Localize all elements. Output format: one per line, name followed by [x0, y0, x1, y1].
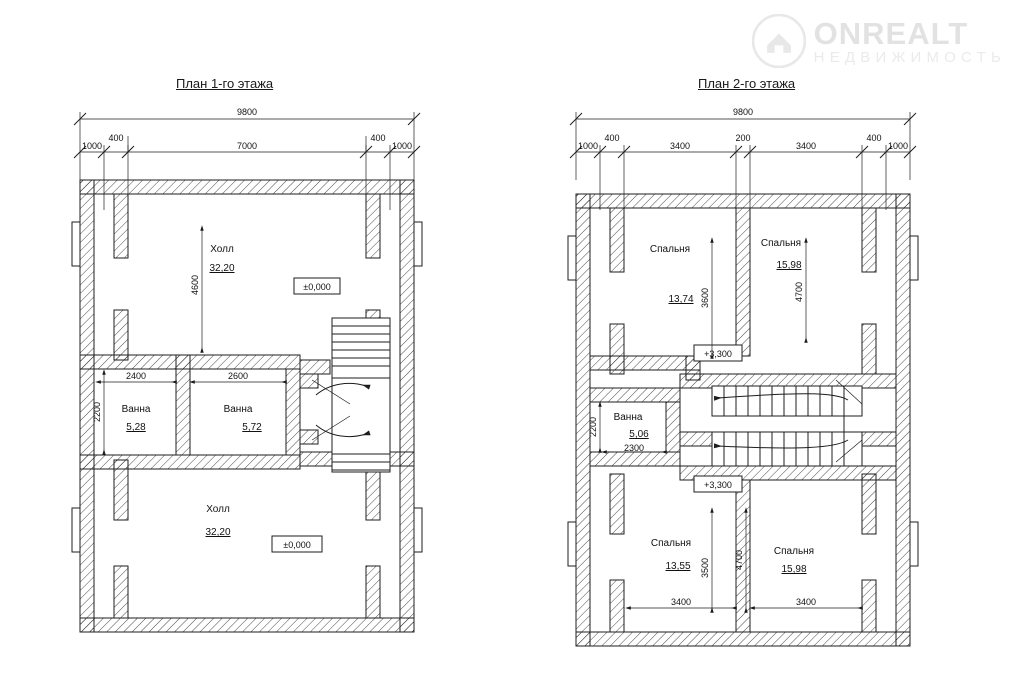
room-area-bath-1: 5,28 [126, 422, 146, 433]
plan-2-group [568, 107, 918, 646]
level-mark-3: +3,300 [704, 349, 732, 359]
dim-2600: 2600 [227, 371, 249, 381]
room-area-bedroom-1: 13,74 [668, 294, 694, 305]
room-label-bath-3: Ванна [613, 412, 643, 423]
dim-2200: 2200 [92, 401, 102, 423]
dim-4700-top: 4700 [794, 281, 804, 303]
watermark-title: ONREALT [813, 15, 969, 51]
room-area-bedroom-4: 15,98 [781, 564, 807, 575]
room-area-bedroom-2: 15,98 [776, 260, 802, 271]
room-label-bedroom-1: Спальня [649, 244, 691, 255]
svg-text:9800: 9800 [732, 107, 754, 117]
room-area-hall-1: 32,20 [209, 263, 235, 274]
plan-1-group [72, 107, 422, 632]
svg-text:400: 400 [866, 133, 882, 143]
room-label-bedroom-2: Спальня [760, 238, 802, 249]
dim-3600: 3600 [700, 287, 710, 309]
svg-text:1000: 1000 [577, 141, 599, 151]
room-label-bedroom-3: Спальня [650, 538, 692, 549]
level-mark-2: ±0,000 [283, 540, 311, 550]
svg-text:400: 400 [604, 133, 620, 143]
svg-text:1000: 1000 [887, 141, 909, 151]
svg-text:200: 200 [735, 133, 751, 143]
dim-4700-bottom: 4700 [734, 549, 744, 571]
svg-text:400: 400 [108, 133, 124, 143]
svg-text:3400: 3400 [669, 141, 691, 151]
room-label-bedroom-4: Спальня [773, 546, 815, 557]
dim-4600: 4600 [190, 274, 200, 296]
stairs-2 [712, 380, 862, 466]
svg-text:400: 400 [370, 133, 386, 143]
svg-text:1000: 1000 [81, 141, 103, 151]
dim-2200-2: 2200 [588, 416, 598, 438]
dim-3400-left: 3400 [670, 597, 692, 607]
room-area-bedroom-3: 13,55 [665, 561, 691, 572]
stairs-1 [300, 318, 390, 472]
room-area-bath-2: 5,72 [242, 422, 262, 433]
room-label-bath-2: Ванна [223, 404, 253, 415]
svg-text:7000: 7000 [236, 141, 258, 151]
level-mark-4: +3,300 [704, 480, 732, 490]
svg-text:9800: 9800 [236, 107, 258, 117]
watermark-subtitle: НЕДВИЖИМОСТЬ [813, 48, 1006, 66]
room-label-hall-2: Холл [206, 504, 230, 515]
room-label-bath-1: Ванна [121, 404, 151, 415]
dim-3400-right: 3400 [795, 597, 817, 607]
dim-3500: 3500 [700, 557, 710, 579]
plan-1-title: План 1-го этажа [176, 76, 274, 91]
plan-2-title: План 2-го этажа [698, 76, 796, 91]
svg-text:1000: 1000 [391, 141, 413, 151]
room-area-hall-2: 32,20 [205, 527, 231, 538]
dim-2300: 2300 [623, 443, 645, 453]
level-mark-1: ±0,000 [303, 282, 331, 292]
room-label-hall-1: Холл [210, 244, 234, 255]
svg-text:3400: 3400 [795, 141, 817, 151]
dim-2400: 2400 [125, 371, 147, 381]
room-area-bath-3: 5,06 [629, 429, 649, 440]
